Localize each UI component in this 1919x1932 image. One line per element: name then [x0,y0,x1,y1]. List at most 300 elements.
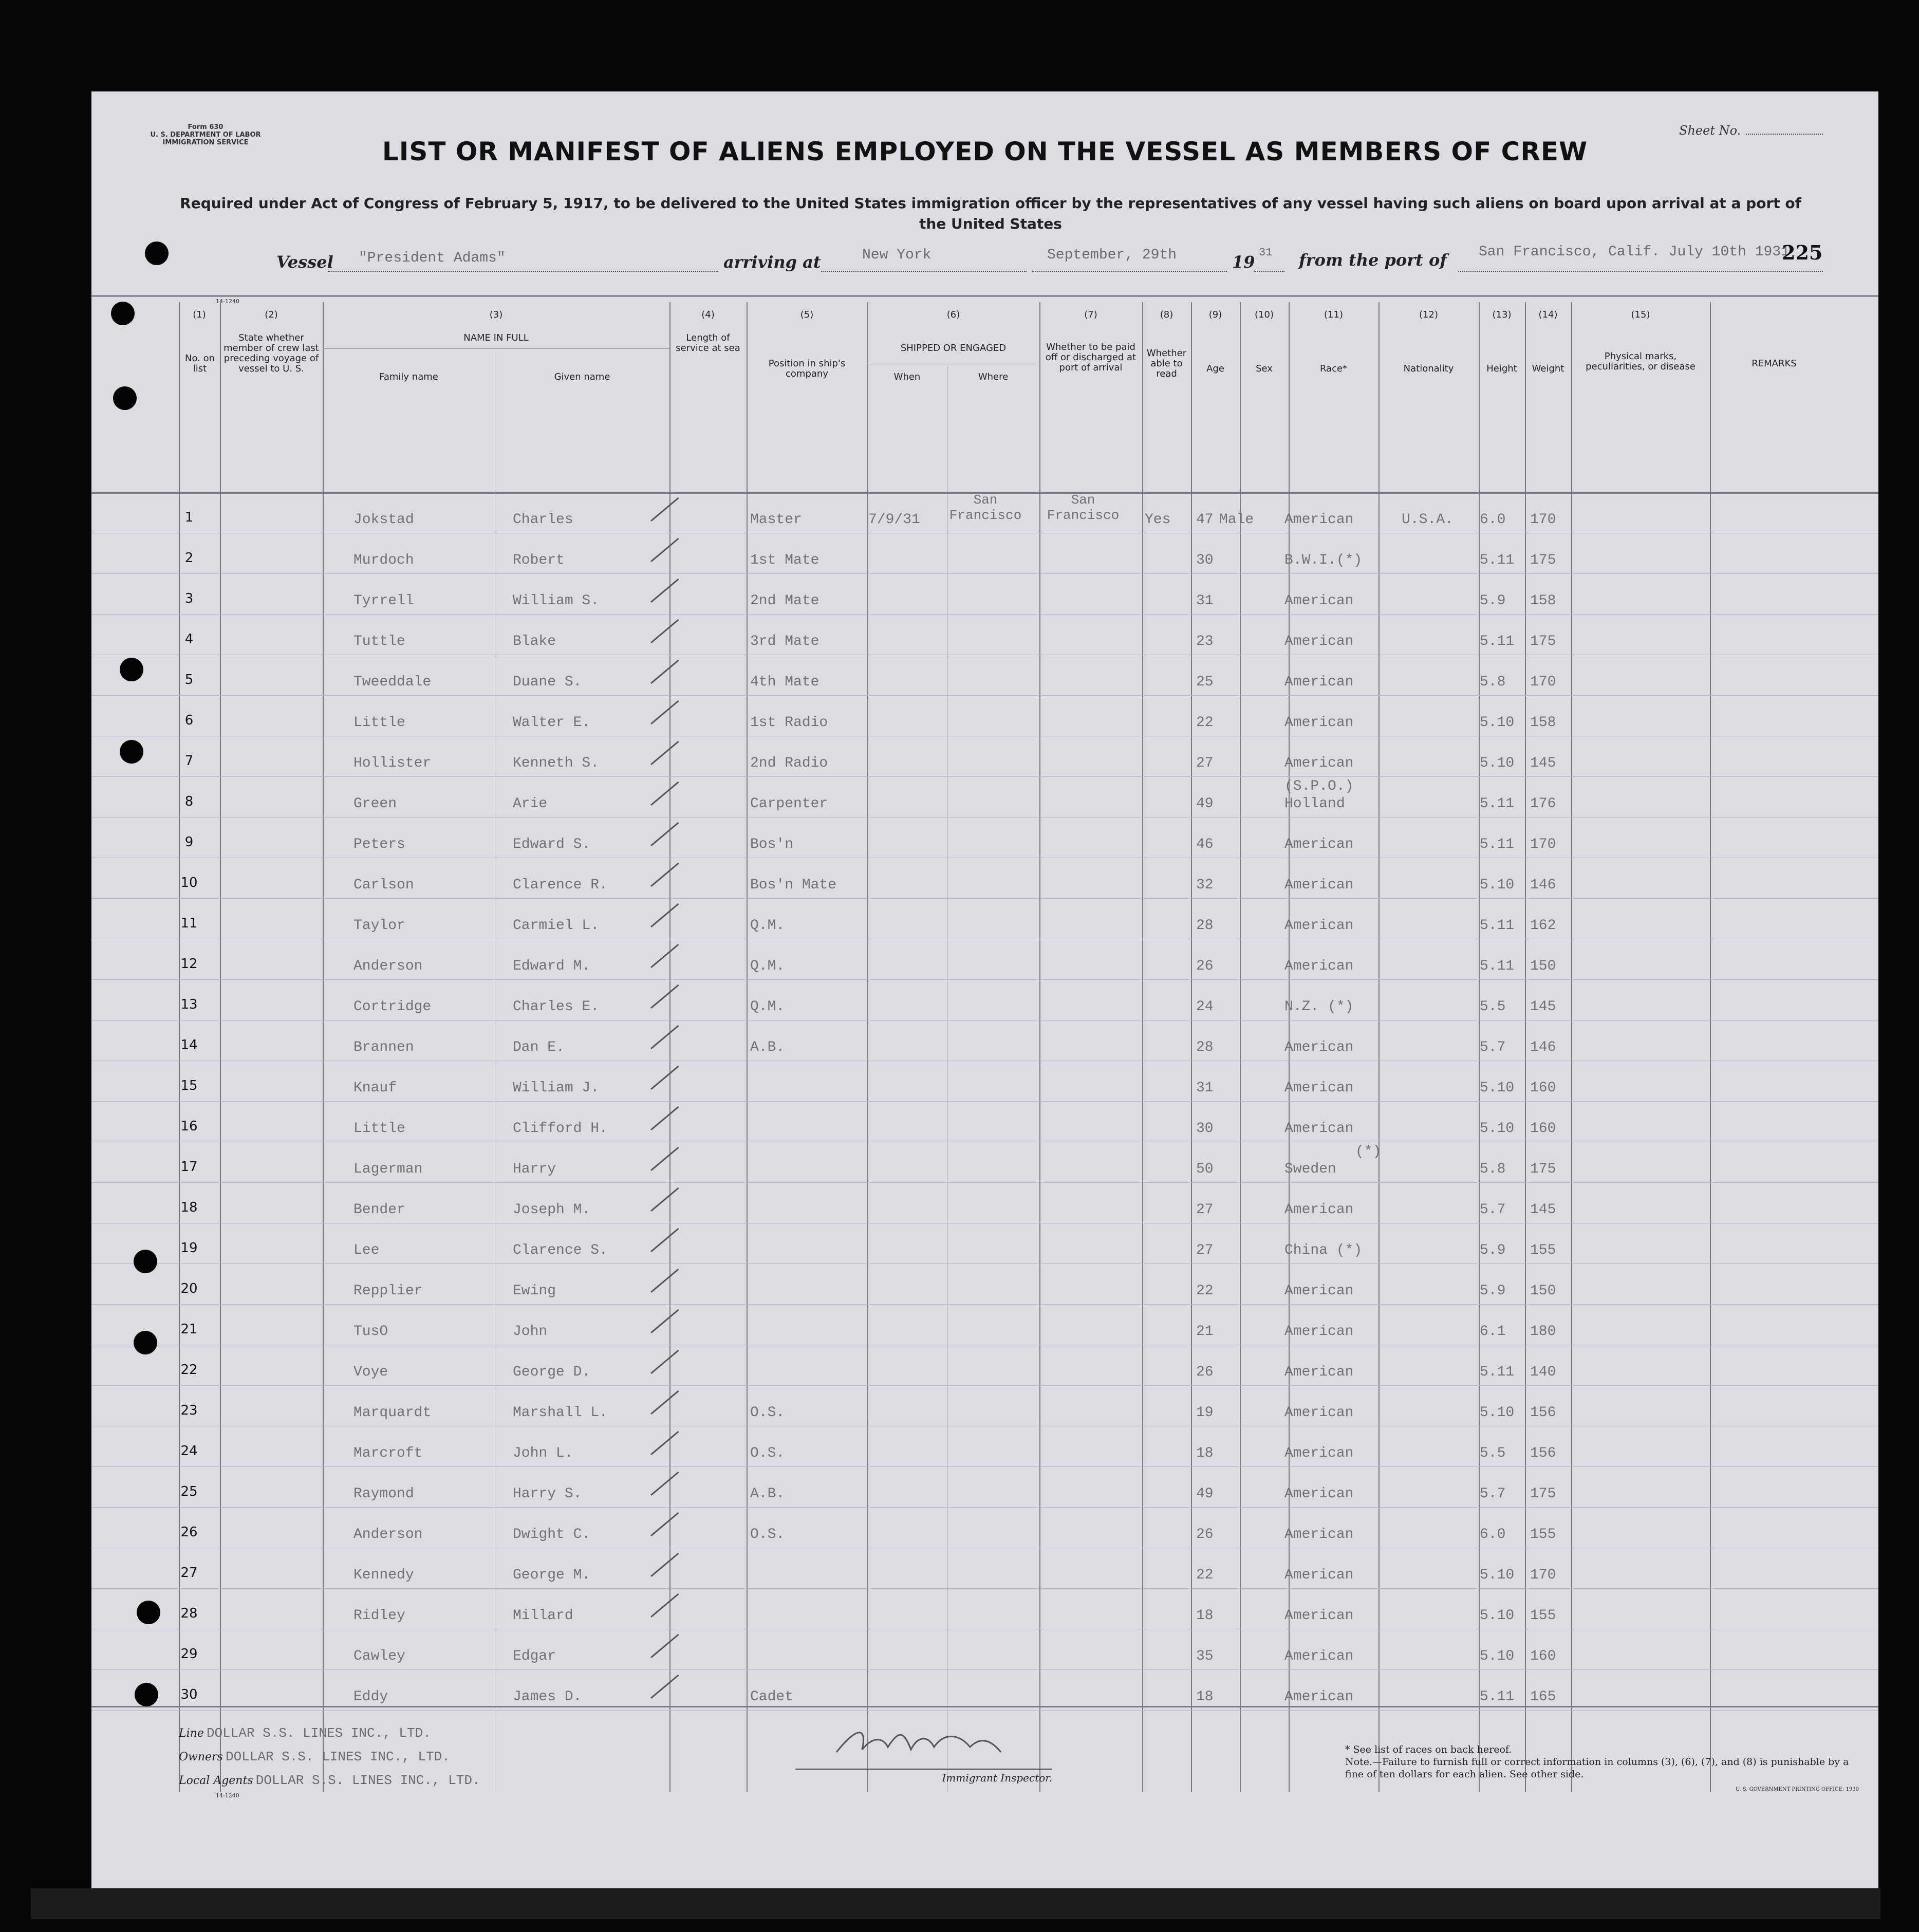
height: 5.11 [1480,1364,1515,1380]
col7-number: (7) [1084,309,1097,320]
position: O.S. [750,1445,785,1461]
given-name: Dwight C. [513,1527,591,1543]
row-number: 22 [180,1362,198,1378]
family-name: Tweeddale [353,674,432,690]
position: 3rd Mate [750,634,819,649]
family-name: Cawley [353,1648,405,1664]
race: American [1284,1567,1354,1583]
family-name: Hollister [353,755,432,771]
family-name: Peters [353,837,405,852]
race: American [1284,1121,1354,1137]
given-name: Millard [513,1608,573,1624]
family-name-label: Family name [379,371,438,382]
given-name: Joseph M. [513,1202,591,1218]
height: 5.10 [1480,715,1515,731]
family-name: Marquardt [353,1405,432,1421]
family-name: Tuttle [353,634,405,649]
given-name: Edward S. [513,837,591,852]
race-note: (*) [1355,1144,1382,1160]
age: 28 [1196,1039,1214,1055]
given-name: James D. [513,1689,582,1705]
weight: 140 [1530,1364,1556,1380]
weight: 156 [1530,1405,1556,1421]
table-row [91,1507,1878,1548]
document-title: LIST OR MANIFEST OF ALIENS EMPLOYED ON THE VESSEL AS MEMBERS OF CREW [382,137,1588,166]
inspector-line [795,1769,1052,1784]
age: 27 [1196,1242,1214,1258]
arrival-date: September, 29th [1047,247,1177,263]
table-row [91,979,1878,1020]
row-number: 5 [184,672,194,688]
race: American [1284,634,1354,649]
col11-number: (11) [1324,309,1343,320]
given-name: Duane S. [513,674,582,690]
sex: Male [1219,512,1254,528]
weight: 170 [1530,674,1556,690]
table-row [91,1426,1878,1467]
given-name: William J. [513,1080,600,1096]
weight: 180 [1530,1324,1556,1340]
punch-hole [120,658,143,681]
row-number: 12 [180,956,198,972]
family-name: Jokstad [353,512,414,528]
age: 26 [1196,1527,1214,1543]
race: N.Z. (*) [1284,999,1354,1015]
table-row [91,1385,1878,1426]
col8-number: (8) [1160,309,1173,320]
race: American [1284,1445,1354,1461]
age: 46 [1196,837,1214,852]
position: Cadet [750,1689,794,1705]
age: 24 [1196,999,1214,1015]
year-suffix: 31 [1259,246,1273,259]
sheet-number [1679,123,1823,138]
table-row [91,695,1878,736]
given-name: Ewing [513,1283,556,1299]
family-name: Little [353,1121,405,1137]
height: 6.0 [1480,1527,1506,1543]
given-name: John L. [513,1445,573,1461]
header-rule [91,295,1878,297]
date-underline [1032,271,1227,272]
height: 5.9 [1480,1283,1506,1299]
able-to-read: Yes [1145,512,1171,528]
arriving-port: New York [862,247,931,263]
table-row [91,858,1878,899]
height: 5.7 [1480,1202,1506,1218]
departure-underline [1458,271,1823,272]
weight: 158 [1530,593,1556,609]
row-number: 13 [180,997,198,1012]
race: American [1284,958,1354,974]
col12-label: Nationality [1403,363,1454,374]
row-number: 7 [184,753,194,769]
height: 5.10 [1480,1405,1515,1421]
table-row [91,817,1878,858]
col5-number: (5) [800,309,814,320]
age: 47 [1196,512,1214,528]
race: American [1284,593,1354,609]
height: 5.10 [1480,877,1515,893]
age: 50 [1196,1161,1214,1177]
race: American [1284,1080,1354,1096]
given-name: Edward M. [513,958,591,974]
position: O.S. [750,1527,785,1543]
weight: 155 [1530,1608,1556,1624]
table-row [91,614,1878,655]
departure-port: San Francisco, Calif. July 10th 1931 [1479,244,1790,260]
table-row [91,776,1878,818]
family-name: Green [353,796,397,812]
position: A.B. [750,1039,785,1055]
department-name: U. S. DEPARTMENT OF LABOR [150,131,261,139]
family-name: Voye [353,1364,388,1380]
weight: 160 [1530,1648,1556,1664]
race: American [1284,1486,1354,1502]
height: 5.11 [1480,918,1515,934]
row-number: 23 [180,1403,198,1418]
weight: 146 [1530,877,1556,893]
table-row [91,492,1878,533]
arriving-label: arriving at [723,252,821,272]
family-name: Marcroft [353,1445,423,1461]
sheet-number-blank [1746,134,1823,135]
table-row [91,1061,1878,1102]
weight: 170 [1530,512,1556,528]
small-code: 14-1240 [216,298,239,305]
race: B.W.I.(*) [1284,552,1363,568]
height: 5.5 [1480,1445,1506,1461]
vessel-underline [328,271,718,272]
position: Bos'n Mate [750,877,837,893]
col4-label: Length of service at sea [676,332,740,354]
height: 5.10 [1480,1080,1515,1096]
row-number: 28 [180,1606,198,1621]
race: American [1284,837,1354,852]
footnote-penalty: Note.—Failure to furnish full or correct information in columns (3), (6), (7), and (8) is punishable by a fine of ten dollars for each alien. See other side. [1345,1756,1849,1780]
given-name: Carmiel L. [513,918,600,934]
row-number: 24 [180,1443,198,1459]
col13-label: Height [1486,363,1517,374]
punch-hole [113,386,137,410]
height: 5.7 [1480,1039,1506,1055]
col13-number: (13) [1492,309,1512,320]
col3-number: (3) [489,309,503,320]
given-name: Blake [513,634,556,649]
row-number: 15 [180,1078,198,1093]
age: 31 [1196,593,1214,609]
agents-label: Local Agents [179,1774,253,1787]
race: American [1284,1202,1354,1218]
given-name: Robert [513,552,565,568]
owners-field [179,1749,450,1764]
age: 30 [1196,552,1214,568]
race: American [1284,1405,1354,1421]
punch-hole [135,1683,158,1706]
age: 26 [1196,1364,1214,1380]
line-label: Line [179,1727,204,1740]
weight: 155 [1530,1527,1556,1543]
given-name: Clarence R. [513,877,608,893]
weight: 160 [1530,1080,1556,1096]
col3-divider [323,348,669,349]
race: American [1284,512,1354,528]
owners-label: Owners [179,1751,223,1763]
row-number: 8 [184,794,194,809]
weight: 162 [1530,918,1556,934]
height: 5.10 [1480,1648,1515,1664]
race: Sweden [1284,1161,1336,1177]
col15-label: Physical marks, peculiarities, or disease [1586,351,1696,372]
col9-label: Age [1206,363,1224,374]
weight: 170 [1530,837,1556,852]
table-row [91,1629,1878,1670]
row-number: 10 [180,875,198,890]
position: 1st Radio [750,715,828,731]
row-number: 14 [180,1037,198,1053]
height: 5.11 [1480,837,1515,852]
race: American [1284,1324,1354,1340]
height: 5.5 [1480,999,1506,1015]
footer-small-code: 14-1240 [216,1792,239,1799]
race: Holland [1284,796,1345,812]
shipped-where: San Francisco [949,492,1022,523]
position: 2nd Mate [750,593,819,609]
height: 5.11 [1480,634,1515,649]
family-name: Repplier [353,1283,423,1299]
table-row [91,1223,1878,1264]
family-name: Brannen [353,1039,414,1055]
race: American [1284,1283,1354,1299]
row-number: 30 [180,1687,198,1702]
table-row [91,655,1878,696]
row-number: 11 [180,916,198,931]
vessel-label: Vessel [276,252,333,272]
col7-label: Whether to be paid off or discharged at port of arrival [1045,342,1137,373]
shipped-when-label: When [893,371,921,382]
height: 6.1 [1480,1324,1506,1340]
given-name: Walter E. [513,715,591,731]
from-port-label: from the port of [1299,250,1447,270]
weight: 145 [1530,1202,1556,1218]
page-number: 225 [1782,241,1823,264]
table-row [91,898,1878,939]
given-name: Charles [513,512,573,528]
position: O.S. [750,1405,785,1421]
age: 27 [1196,755,1214,771]
race: American [1284,1648,1354,1664]
given-name: Charles E. [513,999,600,1015]
col4-number: (4) [701,309,715,320]
given-name: Arie [513,796,548,812]
family-name: Raymond [353,1486,414,1502]
weight: 146 [1530,1039,1556,1055]
age: 23 [1196,634,1214,649]
weight: 150 [1530,1283,1556,1299]
height: 5.10 [1480,1608,1515,1624]
punch-hole [134,1331,157,1354]
col3-label: NAME IN FULL [463,332,529,343]
position: A.B. [750,1486,785,1502]
given-name: William S. [513,593,600,609]
weight: 175 [1530,1486,1556,1502]
table-row [91,573,1878,615]
col6-number: (6) [946,309,960,320]
family-name: Tyrrell [353,593,414,609]
height: 5.11 [1480,796,1515,812]
family-name: Taylor [353,918,405,934]
position: Q.M. [750,958,785,974]
given-name: Clarence S. [513,1242,608,1258]
vessel-name: "President Adams" [359,250,506,266]
row-number: 18 [180,1200,198,1215]
given-name: John [513,1324,548,1340]
row-number: 9 [184,834,194,850]
family-name: Eddy [353,1689,388,1705]
weight: 175 [1530,552,1556,568]
height: 6.0 [1480,512,1506,528]
height: 5.11 [1480,958,1515,974]
table-row [91,1264,1878,1305]
voyage-line [91,241,1878,279]
footnote-races: * See list of races on back hereof. [1345,1744,1512,1755]
position: Q.M. [750,999,785,1015]
col6-label: SHIPPED OR ENGAGED [900,343,1007,354]
family-name: Cortridge [353,999,432,1015]
agents-field [179,1773,480,1788]
col2-label: State whether member of crew last preceding voyage of vessel to U. S. [223,332,319,374]
weight: 175 [1530,1161,1556,1177]
race: American [1284,877,1354,893]
age: 18 [1196,1445,1214,1461]
col11-label: Race* [1319,363,1348,374]
position: Carpenter [750,796,828,812]
punch-hole [120,740,143,764]
height: 5.10 [1480,1567,1515,1583]
race: American [1284,715,1354,731]
height: 5.8 [1480,1161,1506,1177]
col1-label: No. on list [184,353,215,374]
row-number: 21 [180,1322,198,1337]
given-name: Edgar [513,1648,556,1664]
age: 22 [1196,1567,1214,1583]
given-name: Kenneth S. [513,755,600,771]
row-number: 16 [180,1119,198,1134]
height: 5.11 [1480,1689,1515,1705]
col2-number: (2) [265,309,278,320]
given-name: Clifford H. [513,1121,608,1137]
given-name: Dan E. [513,1039,565,1055]
given-name: Harry S. [513,1486,582,1502]
year-underline [1254,271,1284,272]
given-name: George M. [513,1567,591,1583]
paid-off-port: San Francisco [1047,492,1120,523]
height: 5.11 [1480,552,1515,568]
weight: 150 [1530,958,1556,974]
race: American [1284,674,1354,690]
inspector-signature [826,1721,1011,1762]
punch-hole [134,1250,157,1273]
line-value: DOLLAR S.S. LINES INC., LTD. [206,1725,431,1741]
row-number: 20 [180,1281,198,1296]
manifest-sheet [91,91,1878,1889]
table-row [91,1588,1878,1629]
table-row [91,1304,1878,1345]
table-row [91,1345,1878,1386]
year-prefix: 19 [1232,252,1255,272]
table-row [91,1548,1878,1589]
family-name: TusO [353,1324,388,1340]
age: 28 [1196,918,1214,934]
col9-number: (9) [1208,309,1222,320]
age: 18 [1196,1608,1214,1624]
family-name: Lee [353,1242,380,1258]
row-number: 6 [184,713,194,728]
position: Bos'n [750,837,794,852]
table-row [91,1182,1878,1223]
col12-number: (12) [1419,309,1438,320]
inspector-label: Immigrant Inspector. [942,1772,1052,1784]
shipped-when: 7/9/31 [868,512,920,528]
row-number: 17 [180,1159,198,1175]
family-name: Carlson [353,877,414,893]
family-name: Anderson [353,1527,423,1543]
film-edge [31,1888,1880,1919]
service-name: IMMIGRATION SERVICE [162,139,249,146]
age: 21 [1196,1324,1214,1340]
row-number: 25 [180,1484,198,1499]
row-number: 29 [180,1646,198,1662]
race-note: (S.P.O.) [1284,778,1354,794]
age: 22 [1196,715,1214,731]
age: 22 [1196,1283,1214,1299]
document-subtitle: Required under Act of Congress of February 5, 1917, to be delivered to the United States immigration officer by the representatives of any vessel having such aliens on board upon arrival at a port of the United States [180,195,1801,232]
race: American [1284,1608,1354,1624]
age: 25 [1196,674,1214,690]
weight: 175 [1530,634,1556,649]
line-field [179,1725,431,1741]
weight: 156 [1530,1445,1556,1461]
weight: 158 [1530,715,1556,731]
age: 49 [1196,1486,1214,1502]
family-name: Lagerman [353,1161,423,1177]
age: 27 [1196,1202,1214,1218]
arriving-underline [821,271,1027,272]
weight: 170 [1530,1567,1556,1583]
weight: 160 [1530,1121,1556,1137]
family-name: Ridley [353,1608,405,1624]
table-bottom-rule [91,1706,1878,1707]
form-number: Form 630 [188,123,223,131]
given-name: George D. [513,1364,591,1380]
race: American [1284,918,1354,934]
age: 18 [1196,1689,1214,1705]
age: 49 [1196,796,1214,812]
age: 31 [1196,1080,1214,1096]
remarks-label: REMARKS [1752,358,1797,369]
age: 30 [1196,1121,1214,1137]
family-name: Murdoch [353,552,414,568]
race: American [1284,1039,1354,1055]
age: 32 [1196,877,1214,893]
weight: 176 [1530,796,1556,812]
weight: 145 [1530,755,1556,771]
given-name: Harry [513,1161,556,1177]
col1-number: (1) [193,309,206,320]
age: 35 [1196,1648,1214,1664]
position: 4th Mate [750,674,819,690]
col14-label: Weight [1532,363,1564,374]
